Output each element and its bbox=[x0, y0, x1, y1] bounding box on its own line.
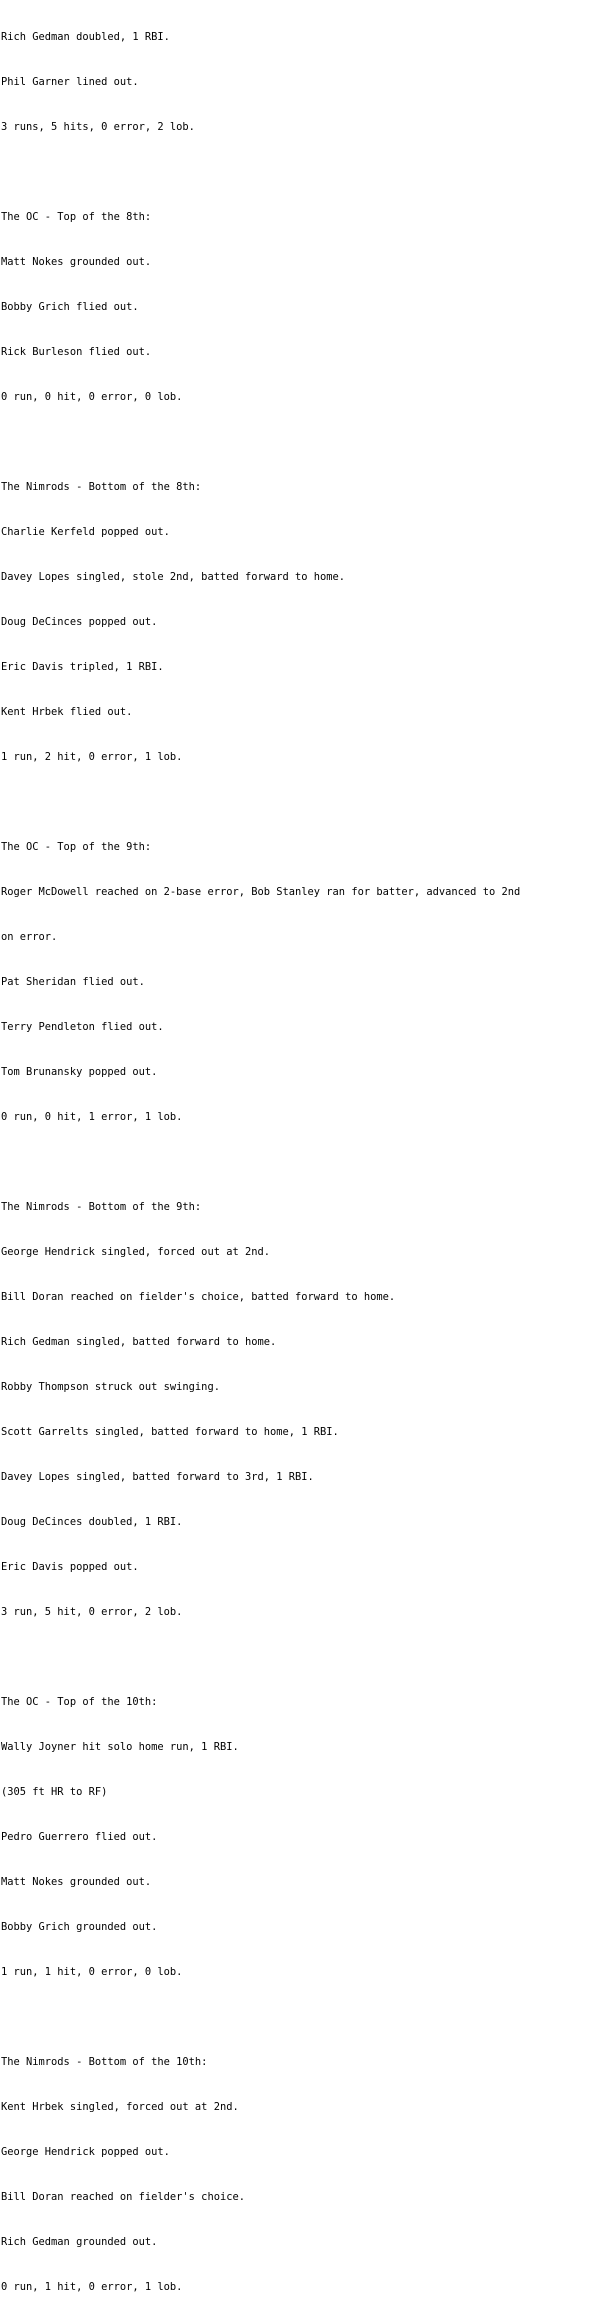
log-line: Scott Garrelts singled, batted forward to home, 1 RBI. bbox=[1, 1426, 339, 1438]
log-line: on error. bbox=[1, 931, 58, 943]
log-line: Eric Davis popped out. bbox=[1, 1561, 139, 1573]
play-by-play-log bbox=[1, 0, 609, 2310]
blank-line bbox=[1, 1650, 609, 1665]
log-line: Kent Hrbek flied out. bbox=[1, 706, 133, 718]
inning-header: The OC - Top of the 9th: bbox=[1, 841, 152, 853]
log-line: Matt Nokes grounded out. bbox=[1, 1876, 152, 1888]
blank-line bbox=[1, 165, 609, 180]
log-line: Matt Nokes grounded out. bbox=[1, 256, 152, 268]
inning-header: The Nimrods - Bottom of the 9th: bbox=[1, 1201, 202, 1213]
log-line: Doug DeCinces doubled, 1 RBI. bbox=[1, 1516, 183, 1528]
inning-summary: 1 run, 1 hit, 0 error, 0 lob. bbox=[1, 1966, 183, 1978]
log-line: George Hendrick popped out. bbox=[1, 2146, 170, 2158]
log-line: Tom Brunansky popped out. bbox=[1, 1066, 158, 1078]
inning-summary: 1 run, 2 hit, 0 error, 1 lob. bbox=[1, 751, 183, 763]
inning-summary: 3 runs, 5 hits, 0 error, 2 lob. bbox=[1, 121, 195, 133]
inning-summary: 0 run, 0 hit, 1 error, 1 lob. bbox=[1, 1111, 183, 1123]
inning-header: The Nimrods - Bottom of the 8th: bbox=[1, 481, 202, 493]
log-line: Wally Joyner hit solo home run, 1 RBI. bbox=[1, 1741, 239, 1753]
log-line: Davey Lopes singled, stole 2nd, batted forward to home. bbox=[1, 571, 346, 583]
log-line: Bobby Grich grounded out. bbox=[1, 1921, 158, 1933]
log-line: (305 ft HR to RF) bbox=[1, 1786, 108, 1798]
log-line: Phil Garner lined out. bbox=[1, 76, 139, 88]
log-line: Charlie Kerfeld popped out. bbox=[1, 526, 170, 538]
inning-summary: 0 run, 1 hit, 0 error, 1 lob. bbox=[1, 2281, 183, 2293]
log-line: Davey Lopes singled, batted forward to 3rd, 1 RBI. bbox=[1, 1471, 314, 1483]
log-line: Pedro Guerrero flied out. bbox=[1, 1831, 158, 1843]
log-line: Rich Gedman grounded out. bbox=[1, 2236, 158, 2248]
log-line: Pat Sheridan flied out. bbox=[1, 976, 145, 988]
inning-header: The OC - Top of the 10th: bbox=[1, 1696, 158, 1708]
blank-line bbox=[1, 795, 609, 810]
inning-header: The OC - Top of the 8th: bbox=[1, 211, 152, 223]
inning-header: The Nimrods - Bottom of the 10th: bbox=[1, 2056, 208, 2068]
blank-line bbox=[1, 1155, 609, 1170]
log-line: Terry Pendleton flied out. bbox=[1, 1021, 164, 1033]
log-line: Rick Burleson flied out. bbox=[1, 346, 152, 358]
log-line: Roger McDowell reached on 2-base error, Bob Stanley ran for batter, advanced to 2nd bbox=[1, 886, 521, 898]
log-line: Kent Hrbek singled, forced out at 2nd. bbox=[1, 2101, 239, 2113]
log-line: George Hendrick singled, forced out at 2nd. bbox=[1, 1246, 270, 1258]
log-line: Robby Thompson struck out swinging. bbox=[1, 1381, 220, 1393]
log-line: Bill Doran reached on fielder's choice. bbox=[1, 2191, 245, 2203]
inning-summary: 3 run, 5 hit, 0 error, 2 lob. bbox=[1, 1606, 183, 1618]
log-line: Bill Doran reached on fielder's choice, batted forward to home. bbox=[1, 1291, 396, 1303]
log-line: Rich Gedman singled, batted forward to home. bbox=[1, 1336, 277, 1348]
log-line: Eric Davis tripled, 1 RBI. bbox=[1, 661, 164, 673]
blank-line bbox=[1, 2010, 609, 2025]
inning-summary: 0 run, 0 hit, 0 error, 0 lob. bbox=[1, 391, 183, 403]
log-line: Rich Gedman doubled, 1 RBI. bbox=[1, 31, 170, 43]
log-line: Doug DeCinces popped out. bbox=[1, 616, 158, 628]
log-line: Bobby Grich flied out. bbox=[1, 301, 139, 313]
blank-line bbox=[1, 435, 609, 450]
